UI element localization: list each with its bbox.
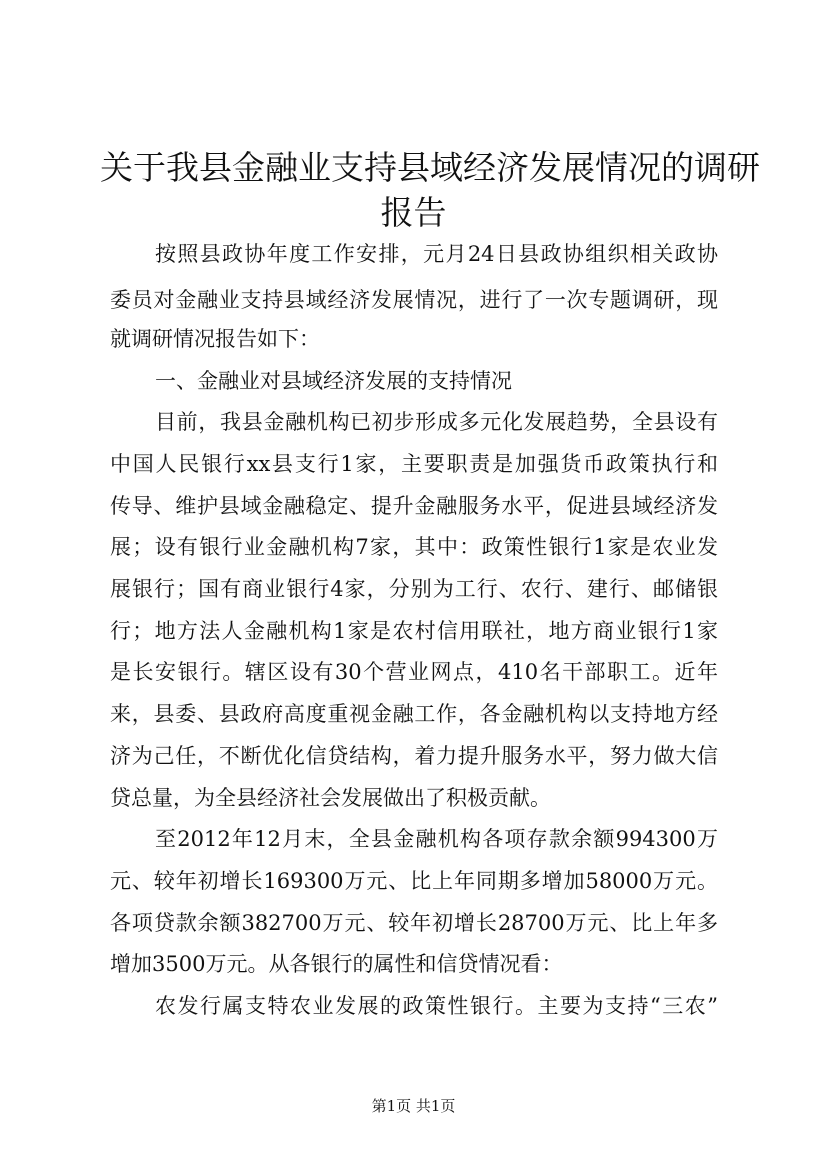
paragraph-line: 贷总量，为全县经济社会发展做出了积极贡献。 bbox=[110, 786, 551, 810]
paragraph-line: 目前，我县金融机构已初步形成多元化发展趋势，全县设有 bbox=[155, 410, 718, 434]
paragraph-line: 按照县政协年度工作安排，元月24日县政协组织相关政协 bbox=[155, 242, 718, 266]
page-number-footer: 第1页 共1页 bbox=[371, 1097, 456, 1115]
paragraph-line: 展银行；国有商业银行4家，分别为工行、农行、建行、邮储银 bbox=[110, 577, 718, 601]
paragraph-line: 农发行属支特农业发展的政策性银行。主要为支持“三农” bbox=[155, 994, 718, 1018]
paragraph-line: 展；设有银行业金融机构7家，其中：政策性银行1家是农业发 bbox=[110, 535, 718, 559]
paragraph-line: 传导、维护县域金融稳定、提升金融服务水平，促进县域经济发 bbox=[110, 494, 718, 518]
document-title-line-2: 报告 bbox=[380, 193, 447, 232]
paragraph-line: 行；地方法人金融机构1家是农村信用联社，地方商业银行1家 bbox=[110, 619, 718, 643]
document-title-line-1: 关于我县金融业支持县域经济发展情况的调研 bbox=[100, 148, 760, 187]
paragraph-line: 中国人民银行xx县支行1家，主要职责是加强货币政策执行和 bbox=[110, 452, 718, 476]
paragraph-line: 增加3500万元。从各银行的属性和信贷情况看： bbox=[110, 952, 563, 976]
paragraph-line: 委员对金融业支持县域经济发展情况，进行了一次专题调研，现 bbox=[110, 288, 718, 312]
paragraph-line: 是长安银行。辖区设有30个营业网点，410名干部职工。近年 bbox=[110, 660, 718, 684]
paragraph-line: 元、较年初增长169300万元、比上年同期多增加58000万元。 bbox=[110, 869, 718, 893]
paragraph-line: 济为己任，不断优化信贷结构，着力提升服务水平，努力做大信 bbox=[110, 744, 718, 768]
paragraph-line: 就调研情况报告如下： bbox=[110, 327, 320, 351]
paragraph-line: 各项贷款余额382700万元、较年初增长28700万元、比上年多 bbox=[110, 911, 718, 935]
paragraph-line: 来，县委、县政府高度重视金融工作，各金融机构以支持地方经 bbox=[110, 702, 718, 726]
section-heading: 一、金融业对县域经济发展的支持情况 bbox=[155, 369, 512, 393]
paragraph-line: 至2012年12月末，全县金融机构各项存款余额994300万 bbox=[155, 827, 718, 851]
